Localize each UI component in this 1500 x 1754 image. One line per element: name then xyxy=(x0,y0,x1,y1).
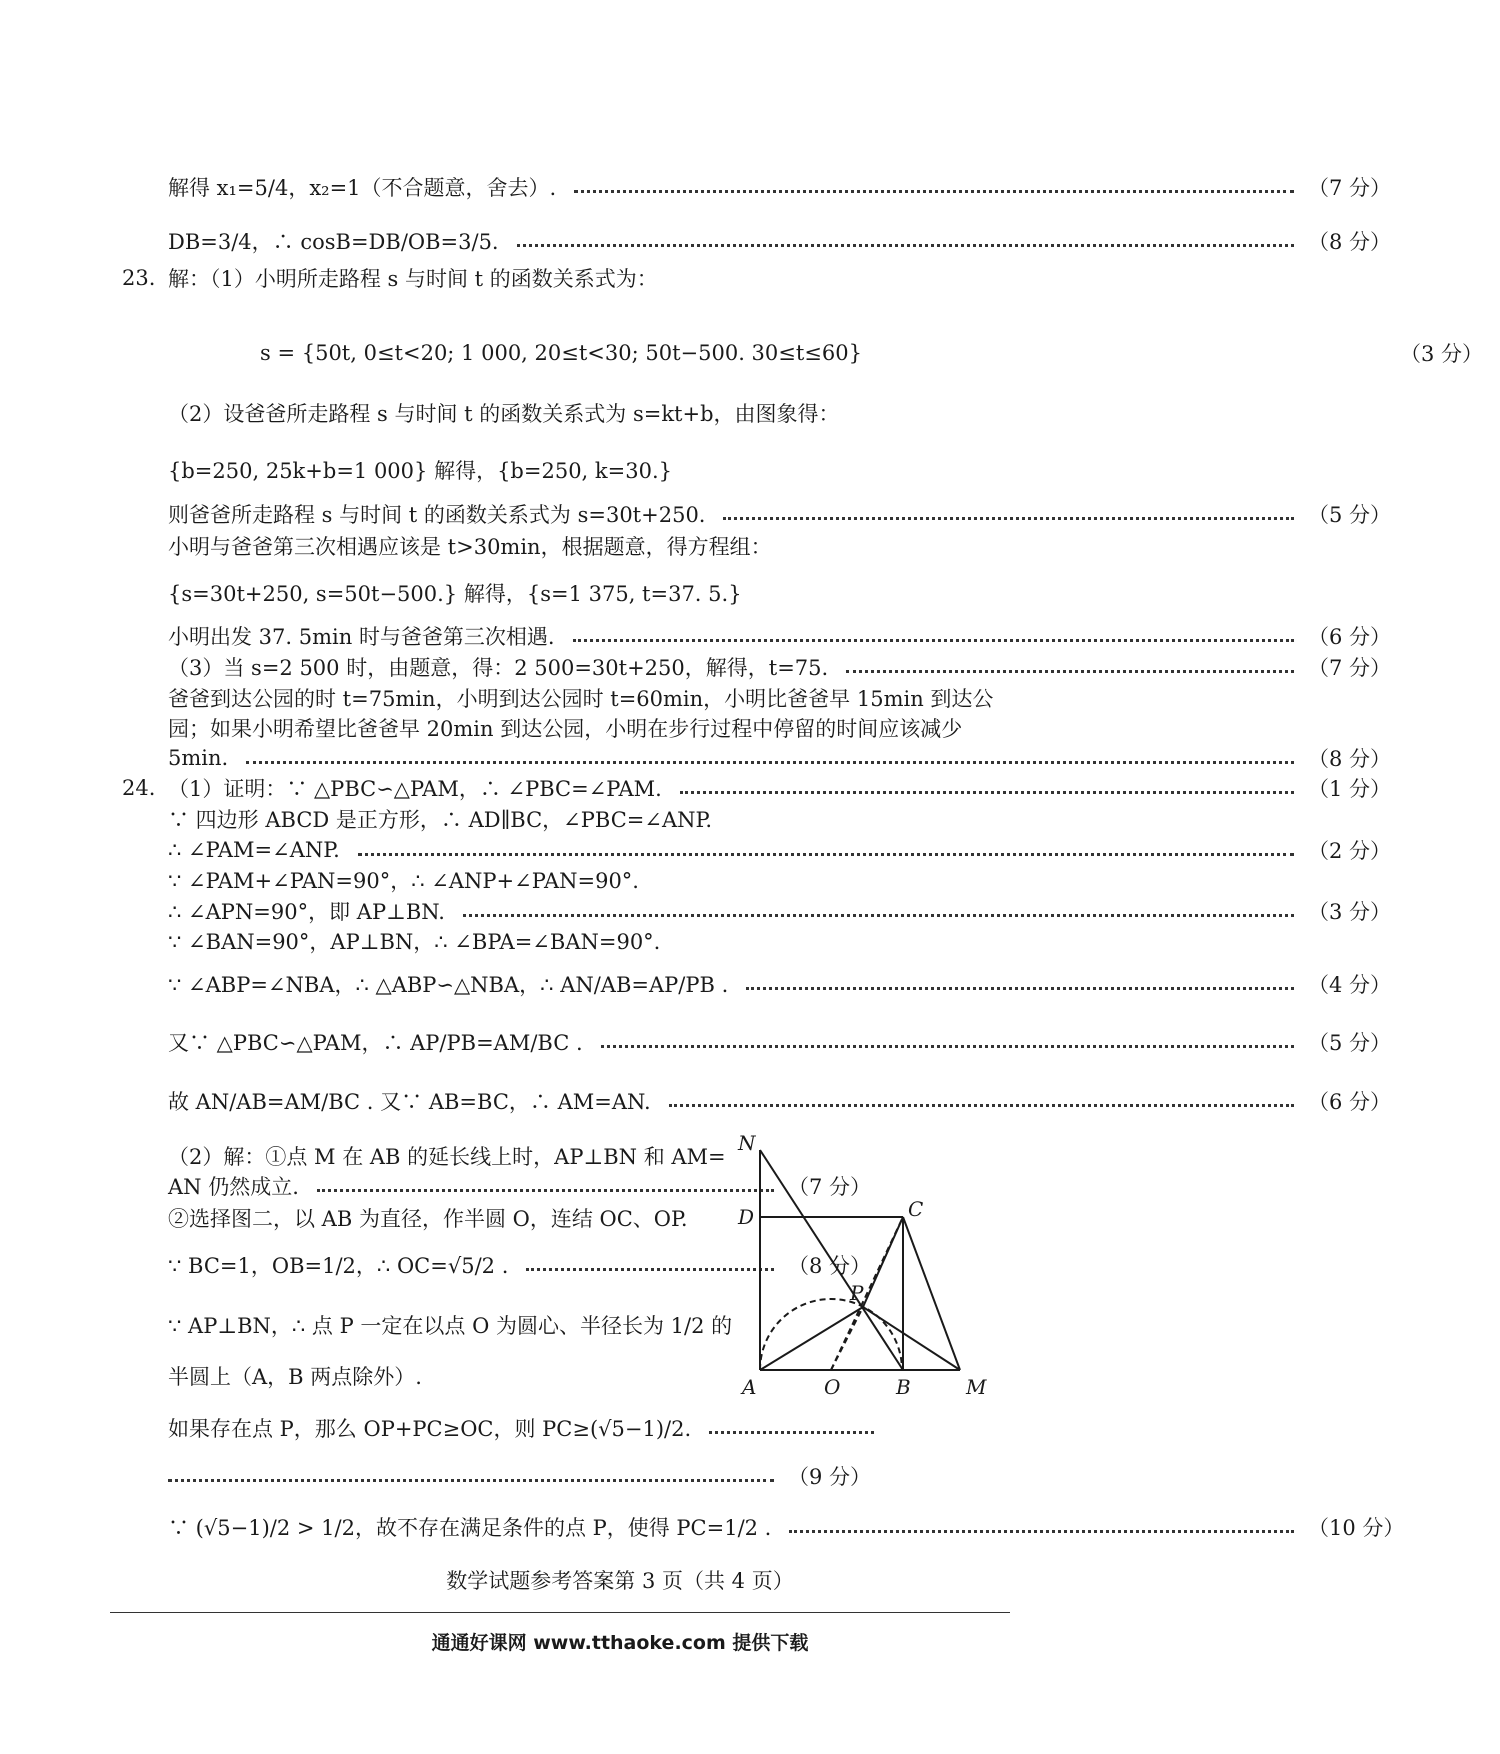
line-l28 xyxy=(0,1408,888,1448)
line-text: 则爸爸所走路程 s 与时间 t 的函数关系式为 s=30t+250. xyxy=(168,503,706,527)
score: （4 分） xyxy=(1308,973,1392,997)
label-P: P xyxy=(850,1281,864,1305)
dot-leader xyxy=(317,1189,774,1192)
line-text: （2）解：①点 M 在 AB 的延长线上时，AP⊥BN 和 AM= xyxy=(168,1145,726,1169)
dot-leader xyxy=(168,1479,774,1482)
line-l29 xyxy=(0,1456,888,1496)
line-text: 5min. xyxy=(168,746,229,770)
line-l2 xyxy=(0,221,1408,261)
line-text: 解：（1）小明所走路程 s 与时间 t 的函数关系式为： xyxy=(168,267,658,291)
score: （5 分） xyxy=(1308,503,1392,527)
footer-rule xyxy=(110,1612,1010,1613)
dot-leader xyxy=(358,853,1294,856)
question-number: 24. xyxy=(122,776,156,800)
line-text: 故 AN/AB=AM/BC . 又∵ AB=BC，∴ AM=AN. xyxy=(168,1090,651,1114)
score: （6 分） xyxy=(1308,625,1392,649)
question-number: 23. xyxy=(122,266,156,290)
dot-leader xyxy=(463,914,1294,917)
dot-leader xyxy=(846,670,1294,673)
line-l18 xyxy=(0,921,1408,961)
line-text: s = {50t, 0≤t<20; 1 000, 20≤t<30; 50t−500. 30≤t≤60} xyxy=(260,341,862,365)
score: （10 分） xyxy=(1308,1516,1405,1540)
score: （8 分） xyxy=(1308,747,1392,771)
line-text: ②选择图二，以 AB 为直径，作半圆 O，连结 OC、OP. xyxy=(168,1207,688,1231)
line-text: ∵ (√5−1)/2 > 1/2，故不存在满足条件的点 P，使得 PC=1/2 . xyxy=(168,1516,772,1540)
line-l8 xyxy=(0,573,1408,613)
line-text: 解得 x₁=5/4，x₂=1（不合题意，舍去）. xyxy=(168,176,557,200)
line-text: （2）设爸爸所走路程 s 与时间 t 的函数关系式为 s=kt+b，由图象得： xyxy=(168,402,840,426)
line-text: （3）当 s=2 500 时，由题意，得：2 500=30t+250，解得，t=75. xyxy=(168,656,829,680)
line-text: ∵ 四边形 ABCD 是正方形，∴ AD∥BC，∠PBC=∠ANP. xyxy=(168,808,713,832)
label-C: C xyxy=(908,1197,924,1221)
score: （5 分） xyxy=(1308,1031,1392,1055)
line-text: ∵ ∠BAN=90°，AP⊥BN，∴ ∠BPA=∠BAN=90°. xyxy=(168,930,661,954)
score: （7 分） xyxy=(788,1175,872,1199)
line-l5 xyxy=(0,450,1408,490)
dot-leader xyxy=(517,244,1294,247)
source-line: 通通好课网 www.tthaoke.com 提供下载 xyxy=(431,1632,809,1654)
label-D: D xyxy=(738,1205,755,1229)
line-text: 如果存在点 P，那么 OP+PC≥OC，则 PC≥(√5−1)/2. xyxy=(168,1417,692,1441)
spacer xyxy=(880,356,1386,359)
line-text: ∵ ∠ABP=∠NBA，∴ △ABP∽△NBA，∴ AN/AB=AP/PB . xyxy=(168,973,729,997)
line-text: {s=30t+250, s=50t−500.} 解得，{s=1 375, t=37. 5.} xyxy=(168,582,742,606)
line-l3 xyxy=(0,333,1500,373)
line-text: AN 仍然成立. xyxy=(168,1175,299,1199)
label-N: N xyxy=(738,1131,756,1155)
dot-leader xyxy=(746,987,1294,990)
score: （1 分） xyxy=(1308,777,1392,801)
line-text: 半圆上（A，B 两点除外）. xyxy=(168,1365,422,1389)
line-text: 爸爸到达公园的时 t=75min，小明到达公园时 t=60min，小明比爸爸早 15min 到达公 xyxy=(168,687,994,711)
line-text: 园；如果小明希望比爸爸早 20min 到达公园，小明在步行过程中停留的时间应该减少 xyxy=(168,717,963,741)
line-text: ∵ AP⊥BN，∴ 点 P 一定在以点 O 为圆心、半径长为 1/2 的 xyxy=(168,1314,733,1338)
line-l20 xyxy=(0,1022,1408,1062)
segment-CM xyxy=(903,1217,960,1370)
line-text: 又∵ △PBC∽△PAM，∴ AP/PB=AM/BC . xyxy=(168,1031,583,1055)
dot-leader xyxy=(574,190,1294,193)
label-B: B xyxy=(896,1375,911,1399)
line-text: ∵ ∠PAM+∠PAN=90°，∴ ∠ANP+∠PAN=90°. xyxy=(168,869,639,893)
line-text: ∵ BC=1，OB=1/2，∴ OC=√5/2 . xyxy=(168,1254,509,1278)
score: （3 分） xyxy=(1308,900,1392,924)
line-text: 小明出发 37. 5min 时与爸爸第三次相遇. xyxy=(168,625,555,649)
line-l4 xyxy=(0,393,1408,433)
score: （8 分） xyxy=(788,1254,872,1278)
score: （7 分） xyxy=(1308,656,1392,680)
dot-leader xyxy=(601,1045,1294,1048)
geometry-figure xyxy=(730,1120,1000,1399)
dot-leader xyxy=(573,639,1294,642)
dot-leader xyxy=(680,791,1294,794)
score: （8 分） xyxy=(1308,230,1392,254)
label-A: A xyxy=(742,1375,757,1399)
dot-leader xyxy=(723,517,1294,520)
page-footer: 数学试题参考答案第 3 页（共 4 页） xyxy=(446,1569,794,1593)
dot-leader xyxy=(709,1431,874,1434)
dot-leader xyxy=(789,1530,1294,1533)
line-l7 xyxy=(0,526,1408,566)
score: （9 分） xyxy=(788,1465,872,1489)
score: （6 分） xyxy=(1308,1090,1392,1114)
score: （7 分） xyxy=(1308,176,1392,200)
segment-NB xyxy=(760,1150,903,1370)
line-text: 小明与爸爸第三次相遇应该是 t>30min，根据题意，得方程组： xyxy=(168,535,772,559)
line-text: ∴ ∠APN=90°，即 AP⊥BN. xyxy=(168,900,445,924)
dot-leader xyxy=(246,761,1294,764)
line-l30 xyxy=(0,1507,1408,1547)
line-l21 xyxy=(0,1081,1408,1121)
question-23 xyxy=(0,258,1408,298)
line-l19 xyxy=(0,964,1408,1004)
score: （3 分） xyxy=(1400,342,1484,366)
line-text: DB=3/4，∴ cosB=DB/OB=3/5. xyxy=(168,230,499,254)
dot-leader xyxy=(669,1104,1294,1107)
line-text: ∴ ∠PAM=∠ANP. xyxy=(168,838,340,862)
line-text: {b=250, 25k+b=1 000} 解得，{b=250, k=30.} xyxy=(168,459,672,483)
label-O: O xyxy=(824,1375,841,1399)
label-M: M xyxy=(966,1375,987,1399)
score: （2 分） xyxy=(1308,839,1392,863)
line-text: （1）证明：∵ △PBC∽△PAM，∴ ∠PBC=∠PAM. xyxy=(168,777,662,801)
line-l1 xyxy=(0,167,1408,207)
